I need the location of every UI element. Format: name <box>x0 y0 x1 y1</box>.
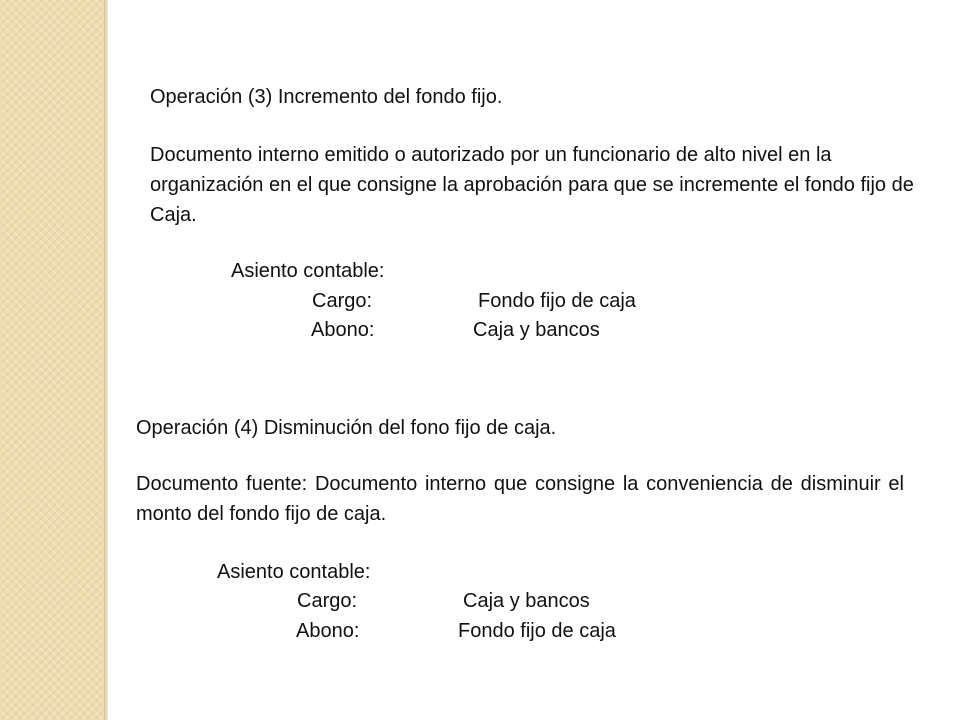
op4-cargo-label: Cargo: <box>297 590 358 612</box>
op3-abono-value: Caja y bancos <box>473 319 600 341</box>
decorative-side-band <box>0 0 104 720</box>
op3-abono-label: Abono: <box>311 319 375 341</box>
op4-abono-label: Abono: <box>296 620 360 642</box>
op4-description: Documento fuente: Documento interno que consigne la conveniencia de disminuir el monto del fondo fijo de caja. <box>136 473 904 525</box>
op4-abono-value: Fondo fijo de caja <box>458 620 616 642</box>
op3-title: Operación (3) Incremento del fondo fijo. <box>150 86 503 108</box>
side-band-edge <box>104 0 108 720</box>
op4-cargo-value: Caja y bancos <box>463 590 590 612</box>
op4-title: Operación (4) Disminución del fono fijo de caja. <box>136 417 557 439</box>
op3-description: Documento interno emitido o autorizado por un funcionario de alto nivel en la organización en el que consigne la aprobación para que se incremente el fondo fijo de Caja. <box>150 144 914 226</box>
op4-entry-label: Asiento contable: <box>217 561 371 583</box>
op3-cargo-label: Cargo: <box>312 290 373 312</box>
op3-entry-label: Asiento contable: <box>231 260 385 282</box>
op3-cargo-value: Fondo fijo de caja <box>478 290 636 312</box>
